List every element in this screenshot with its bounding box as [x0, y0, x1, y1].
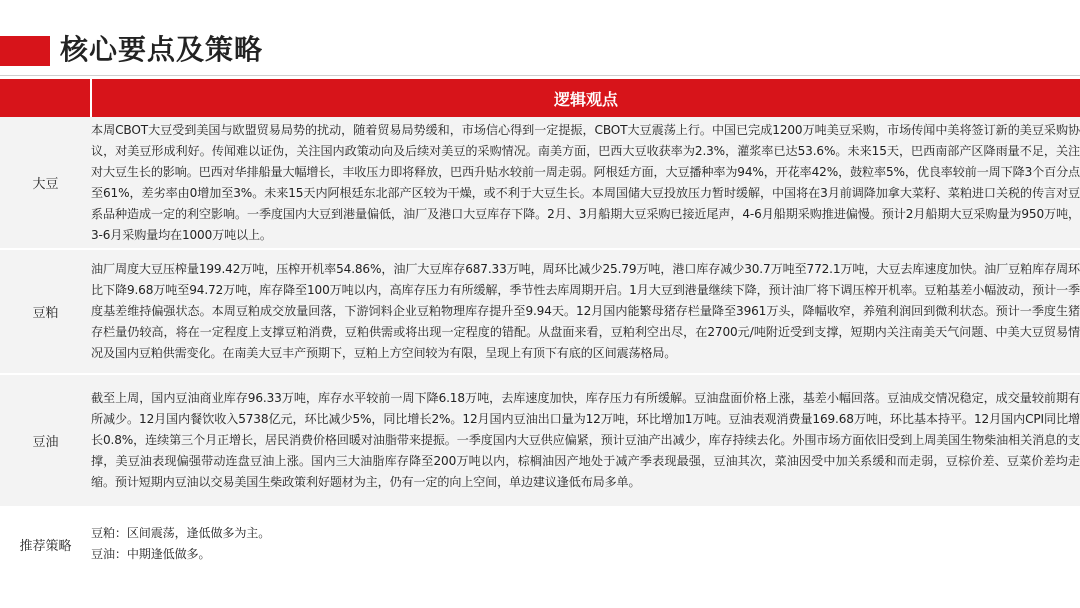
- header-label-cell: [0, 79, 91, 117]
- row-label-soymeal: 豆粕: [0, 250, 91, 373]
- strategy-line-soyoil: 豆油：中期逢低做多。: [91, 547, 211, 561]
- table-header-row: [0, 79, 1080, 117]
- strategy-line-soymeal: 豆粕：区间震荡，逢低做多为主。: [91, 526, 271, 540]
- table-row-soymeal: [0, 250, 1080, 373]
- strategy-cell: [91, 508, 1080, 580]
- page-title: 核心要点及策略: [60, 33, 264, 66]
- table-header: 逻辑观点: [91, 79, 1080, 117]
- row-text-soybean: 本周CBOT大豆受到美国与欧盟贸易局势的扰动，随着贸易局势缓和，市场信心得到一定提振，CBOT大豆震荡上行。中国已完成1200万吨美豆采购，市场传闻中美将签订新的美豆采购协议，对美豆形成利好。传闻难以证伪，关注国内政策动向及后续对美豆的采购情况。南美方面，巴西大豆收获率为2.3%，灌浆率已达53.6%。未来15天，巴西南部产区降雨量不足，关注对大豆生长的影响。巴西对华排船量大幅增长，丰收压力即将释放，巴西升贴水较前一周走弱。阿根廷方面，大豆播种率为94%，开花率42%，鼓粒率5%，优良率较前一周下降3个百分点至61%，差劣率由0增加至3%。未来15天内阿根廷东北部产区较为干燥，或不利于大豆生长。本周国储大豆投放压力暂时缓解，中国将在3月前调降加拿大菜籽、菜粕进口关税的传言对豆系品种造成一定的利空影响。一季度国内大豆到港量偏低，油厂及港口大豆库存下降。2月、3月船期大豆采购已接近尾声，4-6月船期采购推进偏慢。预计2月船期大豆采购量为950万吨，3-6月采购量均在1000万吨以上。: [91, 117, 1080, 248]
- title-divider: [0, 75, 1080, 76]
- title-accent-bar: [0, 36, 50, 66]
- row-label-soyoil: 豆油: [0, 375, 91, 506]
- row-text-soyoil: 截至上周，国内豆油商业库存96.33万吨，库存水平较前一周下降6.18万吨，去库速度加快，库存压力有所缓解。豆油盘面价格上涨，基差小幅回落。豆油成交情况稳定，成交量较前期有所减少。12月国内餐饮收入5738亿元，环比减少5%，同比增长2%。12月国内豆油出口量为12万吨，环比增加1万吨。豆油表观消费量169.68万吨，环比基本持平。12月国内CPI同比增长0.8%，连续第三个月正增长，居民消费价格回暖对油脂带来提振。一季度国内大豆供应偏紧，预计豆油产出减少，库存持续去化。外围市场方面依旧受到上周美国生物柴油相关消息的支撑，美豆油表现偏强带动连盘豆油上涨。国内三大油脂库存降至200万吨以内，棕榈油因产地处于减产季表现最强，豆油其次，菜油因受中加关系缓和而走弱，豆棕价差、豆菜价差均走缩。预计短期内豆油以交易美国生柴政策利好题材为主，仍有一定的向上空间，单边建议逢低布局多单。: [91, 375, 1080, 506]
- row-label-strategy: 推荐策略: [0, 508, 91, 580]
- row-label-soybean: 大豆: [0, 117, 91, 248]
- table-row-soybean: [0, 117, 1080, 248]
- table-row-soyoil: [0, 375, 1080, 506]
- row-text-soymeal: 油厂周度大豆压榨量199.42万吨，压榨开机率54.86%，油厂大豆库存687.33万吨，周环比减少25.79万吨，港口库存减少30.7万吨至772.1万吨，大豆去库速度加快。油厂豆粕库存周环比下降9.68万吨至94.72万吨，库存降至100万吨以内，高库存压力有所缓解，季节性去库周期开启。1月大豆到港量继续下降，预计油厂将下调压榨开机率。豆粕基差小幅波动，预计一季度基差维持偏强状态。本周豆粕成交放量回落，下游饲料企业豆粕物理库存提升至9.94天。12月国内能繁母猪存栏量降至3961万头，降幅收窄，养殖利润回到微利状态。预计一季度生猪存栏量仍较高，将在一定程度上支撑豆粕消费，豆粕供需或将出现一定程度的错配。从盘面来看，豆粕利空出尽，在2700元/吨附近受到支撑，短期内关注南美天气问题、中美大豆贸易情况及国内豆粕供需变化。在南美大豆丰产预期下，豆粕上方空间较为有限，呈现上有顶下有底的区间震荡格局。: [91, 250, 1080, 373]
- logic-table: [0, 79, 1080, 580]
- table-row-strategy: [0, 508, 1080, 580]
